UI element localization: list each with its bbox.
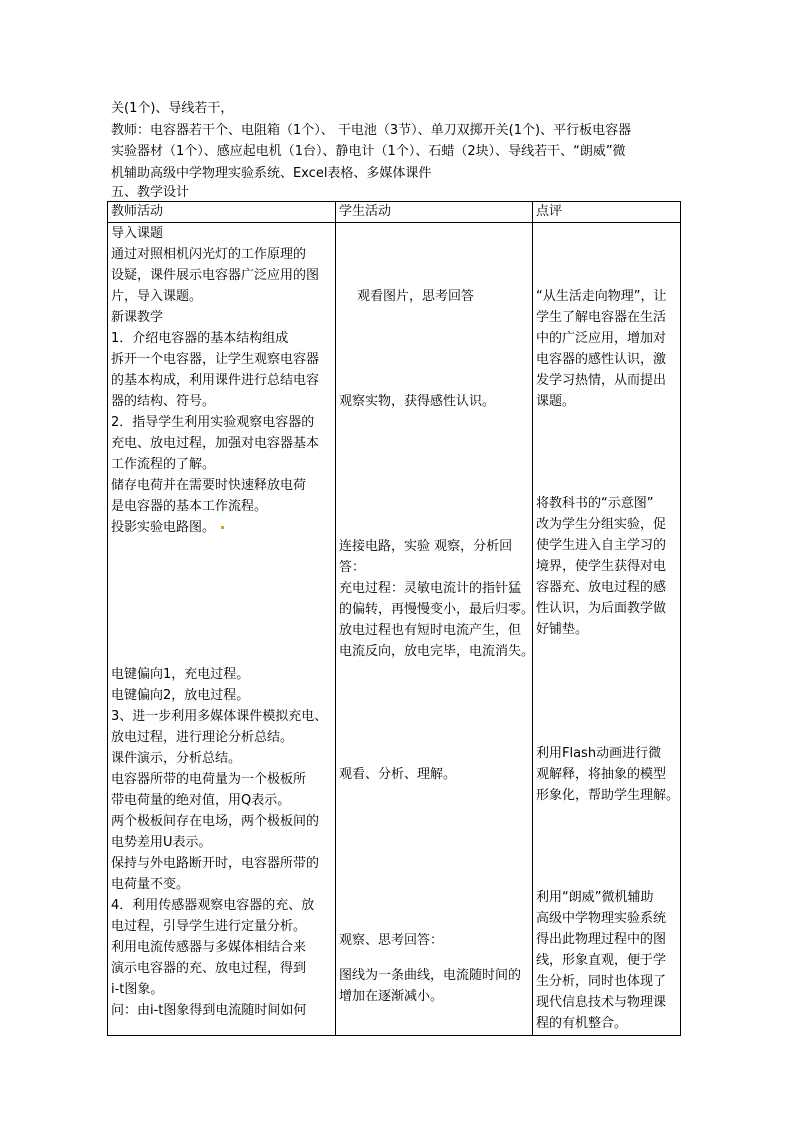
comment-cell (533, 223, 681, 1036)
teacher-line: 利用电流传感器与多媒体相结合来 (111, 940, 307, 955)
student-line: 答： (339, 560, 366, 575)
comment-line: 学生了解电容器在生活 (536, 310, 667, 325)
teacher-activity-cell (108, 223, 336, 1036)
comment-line: 利用Flash动画进行微 (536, 746, 662, 761)
teacher-line-text: 投影实验电路图。 (111, 520, 216, 535)
comment-line: 利用“朗威”微机辅助 (536, 890, 654, 905)
teacher-line: 1．介绍电容器的基本结构组成 (111, 331, 289, 346)
teacher-line: 拆开一个电容器，让学生观察电容器 (111, 352, 320, 367)
comment-line: 高级中学物理实验系统 (536, 911, 667, 926)
student-line: 观察实物，获得感性认识。 (339, 394, 496, 409)
comment-line: “从生活走向物理”，让 (536, 289, 667, 304)
teacher-line: 带电荷量的绝对值，用Q表示。 (111, 793, 291, 808)
comment-line: 形象化，帮助学生理解。 (536, 788, 680, 803)
teacher-line: 课件演示，分析总结。 (111, 751, 242, 766)
teacher-line: 新课教学 (111, 310, 164, 325)
teacher-line: 两个极板间存在电场，两个极板间的 (111, 814, 320, 829)
comment-line: 电容器的感性认识，激 (536, 352, 667, 367)
teacher-line: 的基本构成，利用课件进行总结电容 (111, 373, 320, 388)
teacher-line: 工作流程的了解。 (111, 457, 216, 472)
teacher-line: 储存电荷并在需要时快速释放电荷 (111, 478, 307, 493)
student-line: 连接电路，实验 观察，分析回 (339, 539, 513, 554)
teacher-line: 电势差用U表示。 (111, 835, 212, 850)
header-student-activity: 学生活动 (336, 202, 533, 223)
teacher-line: 设疑，课件展示电容器广泛应用的图 (111, 268, 320, 283)
comment-line: 发学习热情，从而提出 (536, 373, 667, 388)
comment-line: 程的有机整合。 (536, 1016, 628, 1031)
teacher-line: 电键偏向2，放电过程。 (111, 688, 250, 703)
student-line: 增加在逐渐减小。 (339, 989, 444, 1004)
student-line: 图线为一条曲线，电流随时间的 (339, 968, 522, 983)
comment-line: 课题。 (536, 394, 576, 409)
teacher-line: 是电容器的基本工作流程。 (111, 499, 268, 514)
teacher-line: 保持与外电路断开时，电容器所带的 (111, 856, 320, 871)
table-row (108, 223, 681, 1036)
teacher-line: 片，导入课题。 (111, 289, 203, 304)
teacher-line: 电荷量不变。 (111, 877, 190, 892)
comment-line: 使学生进入自主学习的 (536, 538, 667, 553)
comment-line: 将教科书的“示意图” (536, 496, 654, 511)
comment-line: 容器充、放电过程的感 (536, 580, 667, 595)
section-title: 五、教学设计 (111, 185, 190, 200)
teacher-line: 演示电容器的充、放电过程，得到 (111, 961, 307, 976)
student-line: 充电过程：灵敏电流计的指针猛 (339, 581, 522, 596)
student-line: 观看图片，思考回答 (357, 289, 475, 304)
intro-line: 教师：电容器若干个、电阻箱（1个）、 干电池（3节）、单刀双掷开关(1个)、平行板电容器 (111, 122, 632, 138)
teacher-line: 器的结构、符号。 (111, 394, 216, 409)
intro-line: 机辅助高级中学物理实验系统、Excel表格、多媒体课件 (111, 165, 432, 181)
teacher-line: 3、进一步利用多媒体课件模拟充电、 (111, 709, 328, 724)
header-comment: 点评 (533, 202, 681, 223)
teacher-line: 电键偏向1，充电过程。 (111, 667, 250, 682)
header-teacher-activity: 教师活动 (108, 202, 336, 223)
intro-line: 实验器材（1个）、感应起电机（1台）、静电计（1个）、石蜡（2块）、导线若干、“朗威”微 (111, 144, 626, 159)
intro-line: 关(1个)、导线若干， (111, 101, 234, 116)
teacher-line: 2．指导学生利用实验观察电容器的 (111, 415, 315, 430)
teacher-line: 电过程，引导学生进行定量分析。 (111, 919, 307, 934)
teacher-line: 4．利用传感器观察电容器的充、放 (111, 898, 315, 913)
comment-line: 性认识，为后面教学做 (536, 601, 667, 616)
teacher-line: i-t图象。 (111, 982, 164, 997)
teacher-line: 通过对照相机闪光灯的工作原理的 (111, 247, 307, 262)
intro-text (111, 98, 703, 204)
teacher-line: 电容器所带的电荷量为一个极板所 (111, 772, 307, 787)
student-line: 电流反向，放电完毕，电流消失。 (339, 644, 535, 659)
comment-line: 现代信息技术与物理课 (536, 995, 667, 1010)
comment-line: 中的广泛应用，增加对 (536, 331, 667, 346)
comment-line: 线，形象直观，便于学 (536, 953, 667, 968)
student-line: 观察、思考回答： (339, 933, 444, 948)
teacher-line (111, 517, 224, 538)
teacher-line: 放电过程，进行理论分析总结。 (111, 730, 294, 745)
teaching-design-table (107, 201, 681, 1036)
student-activity-cell (336, 223, 533, 1036)
teacher-line: 问：由i-t图象得到电流随时间如何 (111, 1003, 307, 1018)
comment-line: 生分析，同时也体现了 (536, 974, 667, 989)
mark-dot (221, 526, 224, 529)
teacher-line: 充电、放电过程，加强对电容器基本 (111, 436, 320, 451)
comment-line: 境界，使学生获得对电 (536, 559, 667, 574)
student-line: 放电过程也有短时电流产生，但 (339, 623, 522, 638)
teacher-line: 导入课题 (111, 226, 164, 241)
comment-line: 得出此物理过程中的图 (536, 932, 667, 947)
student-line: 的偏转，再慢慢变小，最后归零。 (339, 602, 535, 617)
comment-line: 观解释，将抽象的模型 (536, 767, 667, 782)
table-header-row (108, 202, 681, 223)
comment-line: 改为学生分组实验，促 (536, 517, 667, 532)
comment-line: 好铺垫。 (536, 622, 589, 637)
student-line: 观看、分析、理解。 (339, 767, 457, 782)
